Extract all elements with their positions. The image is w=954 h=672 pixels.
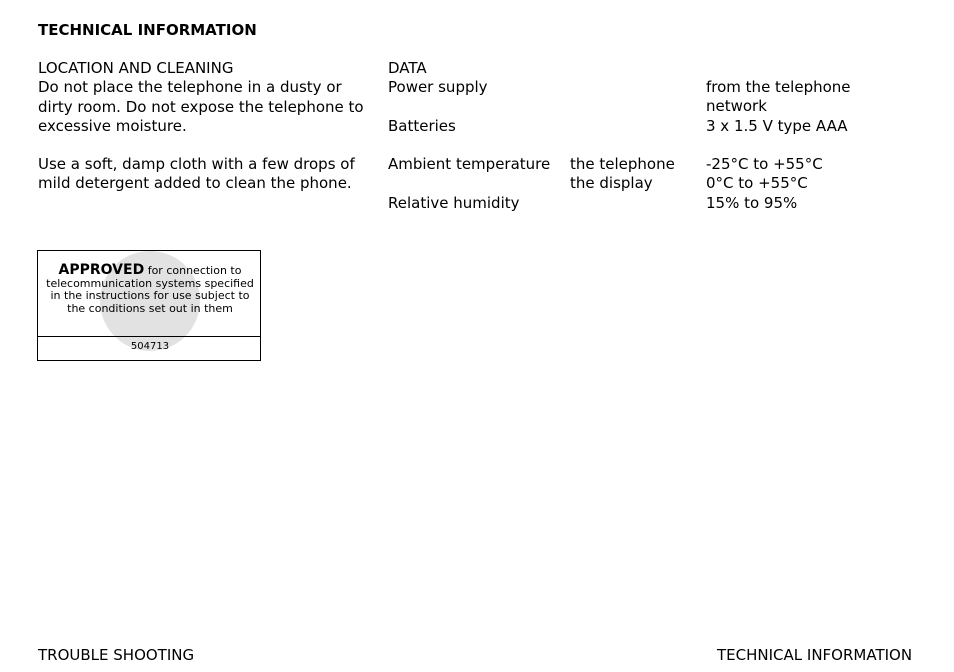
stamp-text-line3: in the instructions for use subject to bbox=[50, 289, 250, 303]
cleaning-paragraph: Use a soft, damp cloth with a few drops of mild detergent added to clean the phone. bbox=[38, 155, 355, 193]
stamp-text-line1: for connection to bbox=[147, 264, 242, 277]
power-supply-label: Power supply bbox=[388, 78, 488, 96]
location-cleaning-heading: LOCATION AND CLEANING bbox=[38, 59, 234, 77]
footer-left-link[interactable]: TROUBLE SHOOTING bbox=[38, 646, 195, 664]
batteries-value: 3 x 1.5 V type AAA bbox=[706, 117, 848, 135]
location-paragraph: Do not place the telephone in a dusty or dirty room. Do not expose the telephone to excessive moisture. bbox=[38, 78, 364, 135]
stamp-text-line4: the conditions set out in them bbox=[67, 301, 233, 315]
location-cleaning-section bbox=[38, 59, 368, 194]
data-heading: DATA bbox=[388, 59, 427, 77]
approval-stamp bbox=[37, 250, 261, 361]
ambient-telephone-value: -25°C to +55°C bbox=[706, 155, 823, 173]
ambient-telephone-sub: the telephone bbox=[570, 155, 675, 173]
page-title: TECHNICAL INFORMATION bbox=[38, 21, 257, 39]
ambient-temperature-label: Ambient temperature bbox=[388, 155, 551, 173]
stamp-text bbox=[38, 264, 261, 315]
stamp-text-line2: telecommunication systems specified bbox=[46, 276, 254, 290]
ambient-display-value: 0°C to +55°C bbox=[706, 174, 808, 192]
batteries-label: Batteries bbox=[388, 117, 456, 135]
ambient-display-sub: the display bbox=[570, 174, 653, 192]
power-supply-value-line2: network bbox=[706, 97, 767, 115]
relative-humidity-label: Relative humidity bbox=[388, 194, 520, 212]
footer-right-link[interactable]: TECHNICAL INFORMATION bbox=[717, 646, 913, 664]
stamp-divider bbox=[38, 336, 260, 337]
stamp-approved: APPROVED bbox=[58, 262, 145, 278]
relative-humidity-value: 15% to 95% bbox=[706, 194, 798, 212]
power-supply-value-line1: from the telephone bbox=[706, 78, 851, 96]
stamp-number: 504713 bbox=[130, 341, 170, 352]
